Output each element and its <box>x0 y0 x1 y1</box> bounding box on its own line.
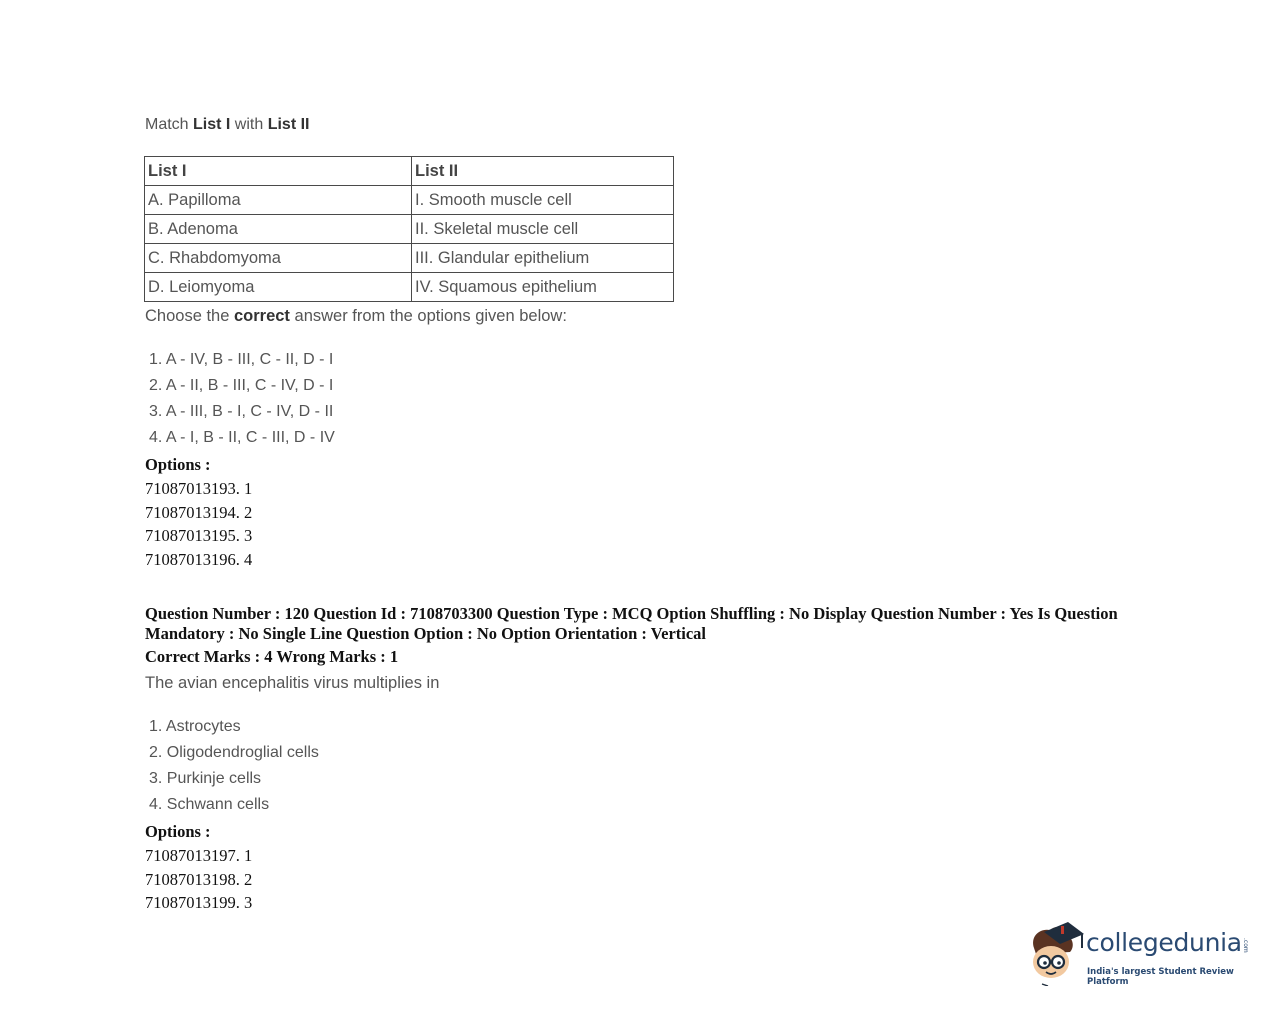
instruction-bold: correct <box>233 307 290 325</box>
choice-list <box>149 349 335 453</box>
list-item: 71087013198. 2 <box>145 869 253 889</box>
list-item: 1. A - IV, B - III, C - II, D - I <box>149 351 334 368</box>
table-row <box>145 215 674 244</box>
table-header: List II <box>412 157 674 186</box>
table-cell: II. Skeletal muscle cell <box>412 215 674 244</box>
table-cell: B. Adenoma <box>145 215 412 244</box>
list-item: 1. Astrocytes <box>149 718 241 735</box>
option-id-list <box>145 479 252 574</box>
prompt-text: Match <box>145 116 194 133</box>
table-cell: III. Glandular epithelium <box>412 244 674 273</box>
table-header-row <box>145 157 674 186</box>
prompt-text: with <box>230 116 268 133</box>
list-item: 71087013193. 1 <box>145 479 253 498</box>
prompt-list1: List I <box>193 116 231 133</box>
prompt-list2: List II <box>267 116 310 133</box>
question-meta: Question Number : 120 Question Id : 7108703300 Question Type : MCQ Option Shuffling : No Display Question Number : Yes Is Question Mandatory : No Single Line Question Option : No Option Orientation : Vertical <box>145 604 1118 643</box>
list-item: 3. A - III, B - I, C - IV, D - II <box>149 403 334 420</box>
table-cell: IV. Squamous epithelium <box>412 273 674 302</box>
list-item: 4. A - I, B - II, C - III, D - IV <box>149 429 335 446</box>
instruction-text: answer from the options given below: <box>289 307 567 325</box>
brand-tagline: India's largest Student Review Platform <box>1087 967 1234 987</box>
choose-instruction <box>145 307 567 326</box>
list-item: 2. A - II, B - III, C - IV, D - I <box>149 377 334 394</box>
mascot-graduate-icon <box>1024 918 1086 986</box>
options-label: Options : <box>145 822 211 841</box>
match-prompt <box>145 116 309 134</box>
table-cell: I. Smooth muscle cell <box>412 186 674 215</box>
list-item: 71087013195. 3 <box>145 526 253 546</box>
table-row <box>145 186 674 215</box>
table-cell: C. Rhabdomyoma <box>145 244 412 273</box>
brand-name: collegedunia <box>1086 928 1242 957</box>
question-prompt: The avian encephalitis virus multiplies in <box>145 674 440 692</box>
table-row <box>145 273 674 302</box>
list-item: 2. Oligodendroglial cells <box>149 744 319 761</box>
list-item: 71087013196. 4 <box>145 550 253 570</box>
brand-watermark <box>1024 916 1259 988</box>
list-item: 71087013194. 2 <box>145 502 253 522</box>
options-label: Options : <box>145 455 211 474</box>
list-item: 71087013197. 1 <box>145 846 253 865</box>
question-marks: Correct Marks : 4 Wrong Marks : 1 <box>145 647 399 666</box>
instruction-text: Choose the <box>145 307 234 325</box>
choice-list <box>149 716 319 820</box>
option-id-list <box>145 846 252 917</box>
table-row <box>145 244 674 273</box>
list-item: 4. Schwann cells <box>149 796 270 813</box>
match-table <box>144 156 674 302</box>
brand-domain: .com <box>1242 938 1249 953</box>
list-item: 71087013199. 3 <box>145 893 253 913</box>
table-cell: D. Leiomyoma <box>145 273 412 302</box>
table-cell: A. Papilloma <box>145 186 412 215</box>
list-item: 3. Purkinje cells <box>149 770 262 787</box>
table-header: List I <box>145 157 412 186</box>
